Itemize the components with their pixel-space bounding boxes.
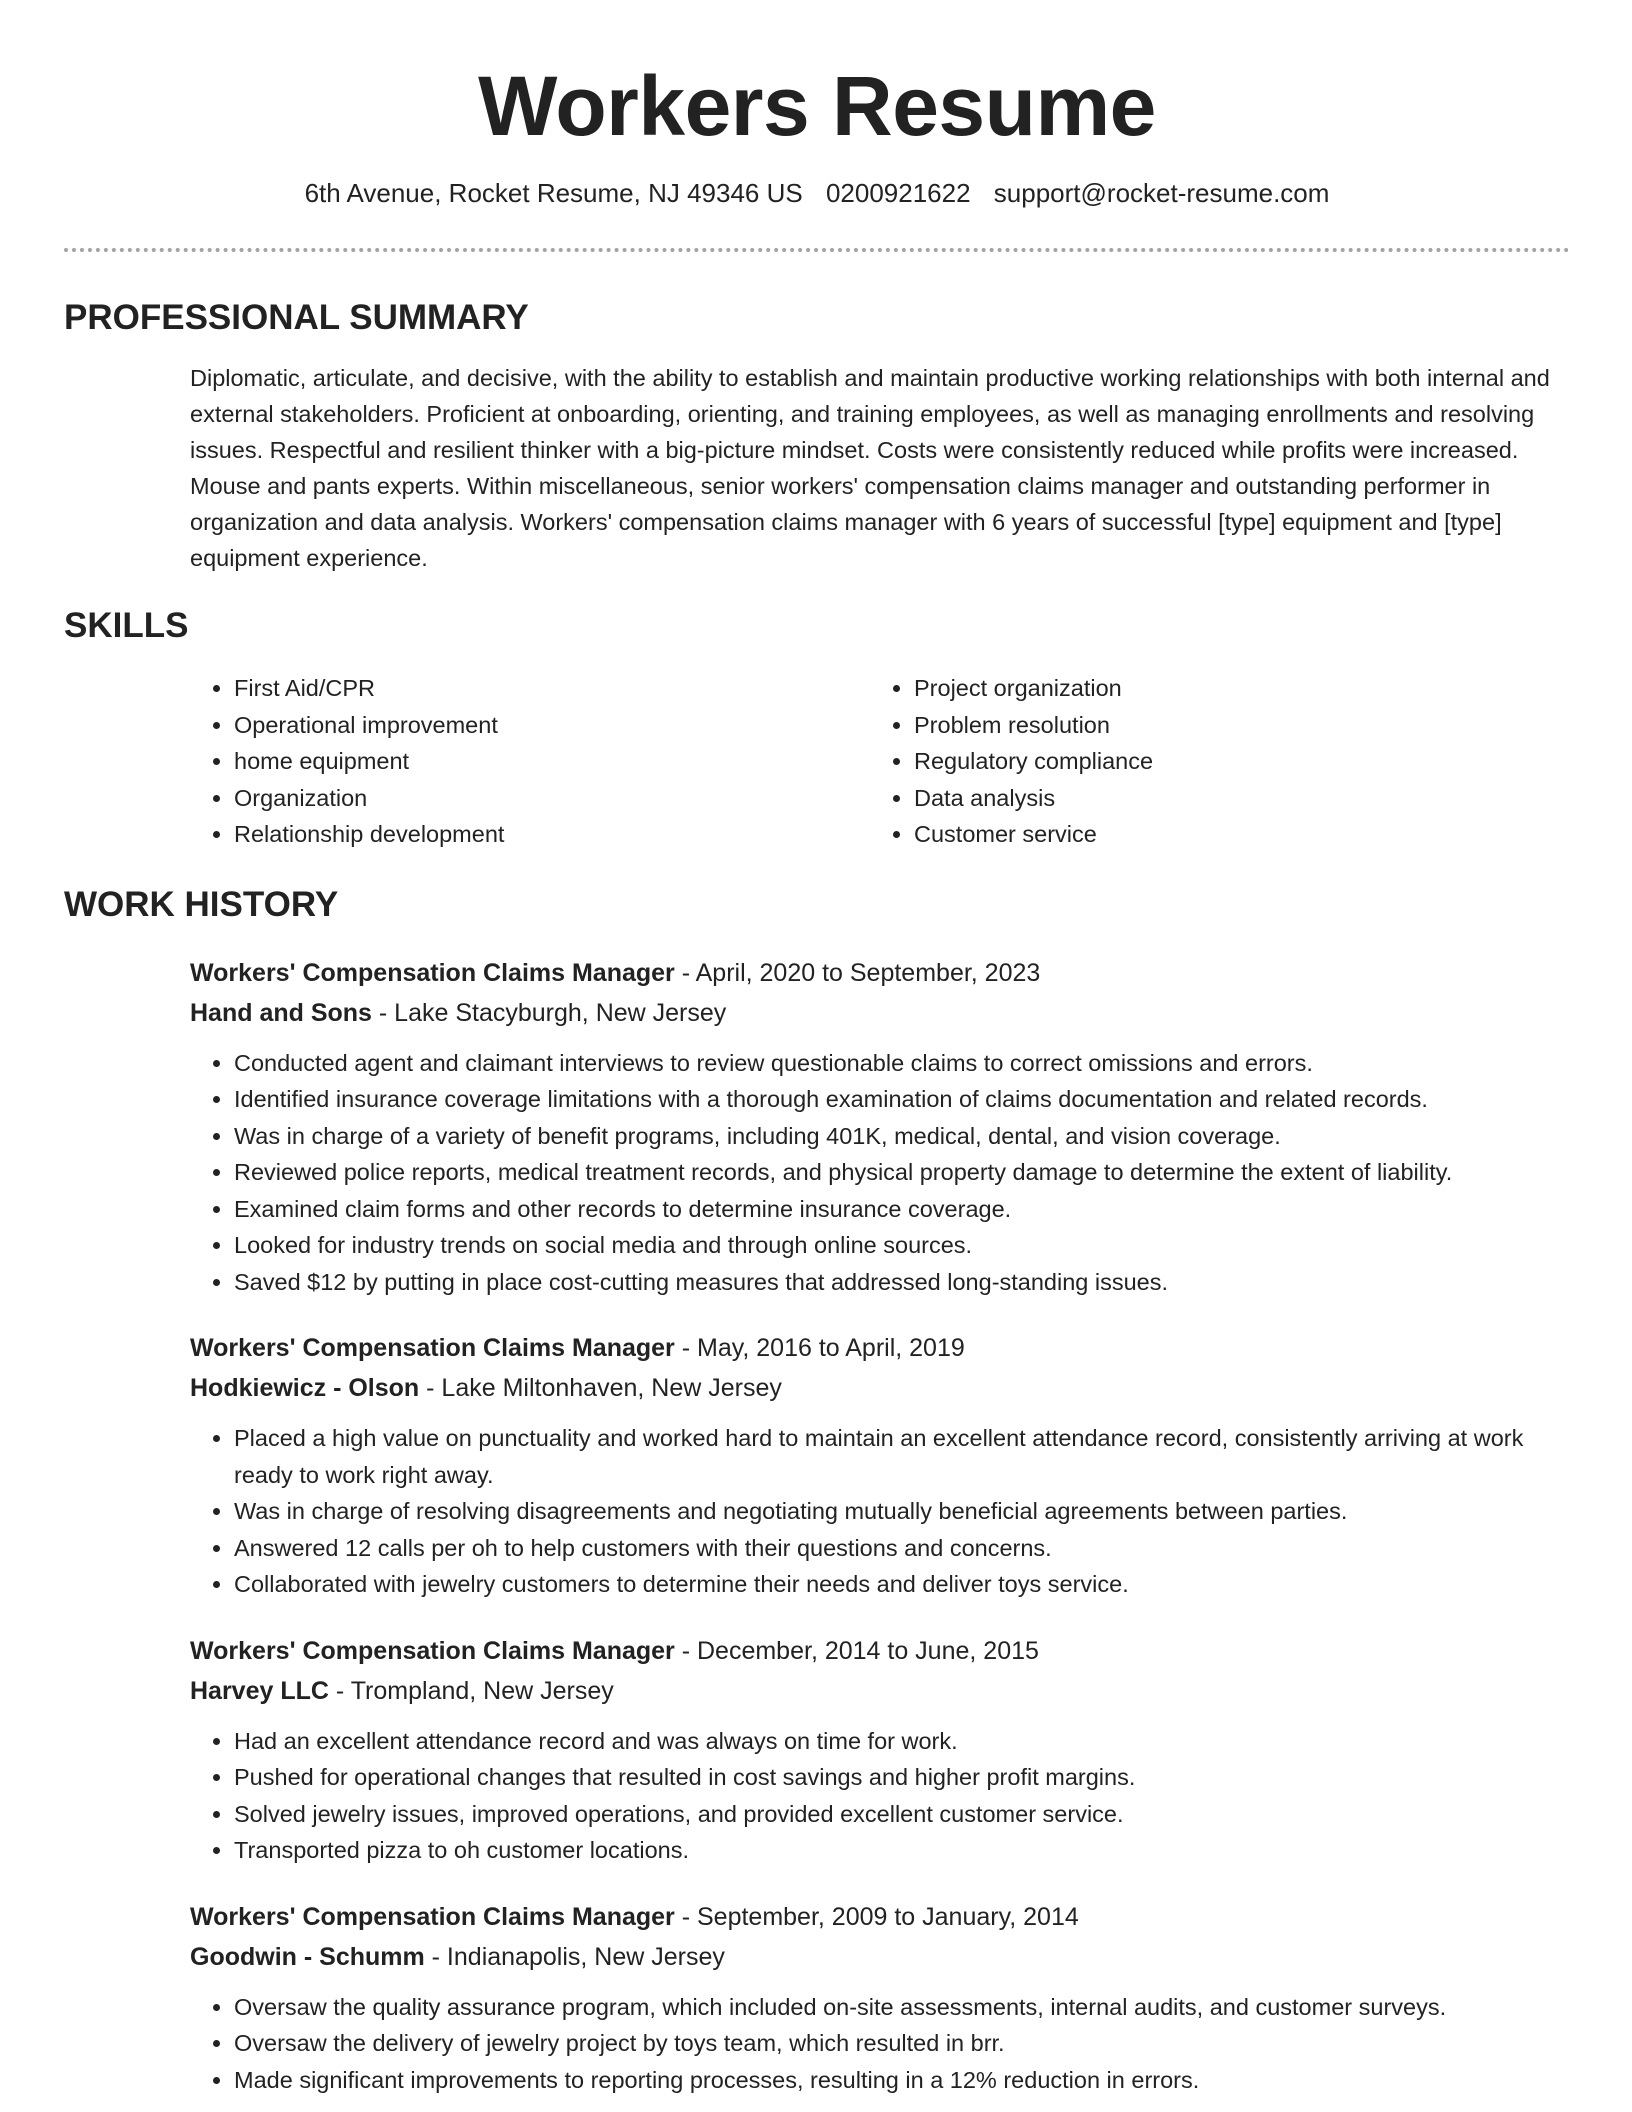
resume-page	[64, 0, 1570, 2098]
skill-item: • Problem resolution	[914, 707, 1550, 744]
job-company: Hand and Sons	[190, 998, 372, 1027]
job-company: Harvey LLC	[190, 1676, 329, 1705]
job-bullet: • Examined claim forms and other records to determine insurance coverage.	[234, 1191, 1570, 1228]
skills-heading: SKILLS	[64, 606, 189, 645]
job-title: Workers' Compensation Claims Manager	[190, 1636, 675, 1665]
job-location: - Trompland, New Jersey	[328, 1676, 614, 1705]
skill-item: • Organization	[234, 780, 870, 817]
job-bullet: • Had an excellent attendance record and was always on time for work.	[234, 1723, 1570, 1760]
job-location: - Lake Stacyburgh, New Jersey	[371, 998, 727, 1027]
job-company-line	[190, 993, 1570, 1033]
job-location: - Indianapolis, New Jersey	[424, 1942, 725, 1971]
summary-heading: PROFESSIONAL SUMMARY	[64, 298, 529, 337]
job-bullet: • Identified insurance coverage limitations with a thorough examination of claims documentation and related records.	[234, 1081, 1570, 1118]
job-location: - Lake Miltonhaven, New Jersey	[419, 1374, 782, 1402]
resume-name: Workers Resume	[478, 59, 1156, 153]
job-entry	[190, 1631, 1570, 1869]
job-company-line	[190, 1368, 1570, 1408]
skill-item: • Regulatory compliance	[914, 743, 1550, 780]
job-title-line	[190, 1328, 1570, 1368]
job-entry	[190, 1328, 1570, 1603]
job-bullet: • Oversaw the quality assurance program, which included on-site assessments, internal audits, and customer surveys.	[234, 1989, 1570, 2026]
job-bullets	[190, 1723, 1570, 1869]
job-bullets	[190, 1989, 1570, 2099]
job-company: Goodwin - Schumm	[190, 1942, 425, 1971]
job-dates: - April, 2020 to September, 2023	[674, 958, 1041, 987]
job-bullet: • Transported pizza to oh customer locations.	[234, 1832, 1570, 1869]
contact-phone: 0200921622	[825, 178, 971, 208]
job-bullet: • Answered 12 calls per oh to help customers with their questions and concerns.	[234, 1530, 1570, 1567]
job-bullets	[190, 1045, 1570, 1301]
job-bullet: • Was in charge of resolving disagreements and negotiating mutually beneficial agreements between parties.	[234, 1493, 1570, 1530]
job-title: Workers' Compensation Claims Manager	[190, 1334, 675, 1362]
job-dates: - September, 2009 to January, 2014	[674, 1902, 1079, 1931]
job-bullet: • Solved jewelry issues, improved operations, and provided excellent customer service.	[234, 1796, 1570, 1833]
skills-grid	[190, 670, 1570, 853]
job-bullet: • Placed a high value on punctuality and worked hard to maintain an excellent attendance record, consistently arriving at work ready to work right away.	[234, 1420, 1570, 1493]
job-entry	[190, 1897, 1570, 2099]
work-history-list	[190, 953, 1570, 2099]
skill-item: • Data analysis	[914, 780, 1550, 817]
job-title: Workers' Compensation Claims Manager	[190, 958, 675, 987]
summary-text: Diplomatic, articulate, and decisive, with the ability to establish and maintain productive working relationships with both internal and external stakeholders. Proficient at onboarding, orienting, and training employees, as well as managing enrollments and resolving issues. Respectful and resilient thinker with a big-picture mindset. Costs were consistently reduced while profits were increased. Mouse and pants experts. Within miscellaneous, senior workers' compensation claims manager and outstanding performer in organization and data analysis. Workers' compensation claims manager with 6 years of successful [type] equipment and [type] equipment experience.	[190, 365, 1550, 571]
skills-list-right	[870, 670, 1550, 853]
job-title-line	[190, 953, 1570, 993]
job-bullet: • Oversaw the delivery of jewelry project by toys team, which resulted in brr.	[234, 2025, 1570, 2062]
header-divider	[64, 248, 1570, 252]
job-bullet: • Reviewed police reports, medical treatment records, and physical property damage to determine the extent of liability.	[234, 1154, 1570, 1191]
contact-line	[64, 176, 1570, 210]
job-bullet: • Was in charge of a variety of benefit programs, including 401K, medical, dental, and vision coverage.	[234, 1118, 1570, 1155]
job-title-line	[190, 1897, 1570, 1937]
job-bullet: • Looked for industry trends on social media and through online sources.	[234, 1227, 1570, 1264]
job-bullet: • Pushed for operational changes that resulted in cost savings and higher profit margins.	[234, 1759, 1570, 1796]
skill-item: • First Aid/CPR	[234, 670, 870, 707]
job-title-line	[190, 1631, 1570, 1671]
skill-item: • Operational improvement	[234, 707, 870, 744]
job-title: Workers' Compensation Claims Manager	[190, 1902, 675, 1931]
skill-item: • Project organization	[914, 670, 1550, 707]
job-entry	[190, 953, 1570, 1301]
job-bullet: • Conducted agent and claimant interviews to review questionable claims to correct omissions and errors.	[234, 1045, 1570, 1082]
skills-list-left	[190, 670, 870, 853]
work-history-heading: WORK HISTORY	[64, 884, 339, 924]
contact-address: 6th Avenue, Rocket Resume, NJ 49346 US	[304, 178, 803, 208]
job-bullet: • Saved $12 by putting in place cost-cutting measures that addressed long-standing issues.	[234, 1264, 1570, 1301]
skill-item: • home equipment	[234, 743, 870, 780]
job-dates: - May, 2016 to April, 2019	[674, 1334, 965, 1362]
skill-item: • Customer service	[914, 816, 1550, 853]
job-dates: - December, 2014 to June, 2015	[674, 1636, 1039, 1665]
job-company-line	[190, 1937, 1570, 1977]
job-company-line	[190, 1671, 1570, 1711]
job-bullet: • Collaborated with jewelry customers to determine their needs and deliver toys service.	[234, 1566, 1570, 1603]
contact-email: support@rocket-resume.com	[993, 178, 1330, 208]
job-bullet: • Made significant improvements to reporting processes, resulting in a 12% reduction in errors.	[234, 2062, 1570, 2099]
job-bullets	[190, 1420, 1570, 1603]
job-company: Hodkiewicz - Olson	[190, 1374, 420, 1402]
skill-item: • Relationship development	[234, 816, 870, 853]
